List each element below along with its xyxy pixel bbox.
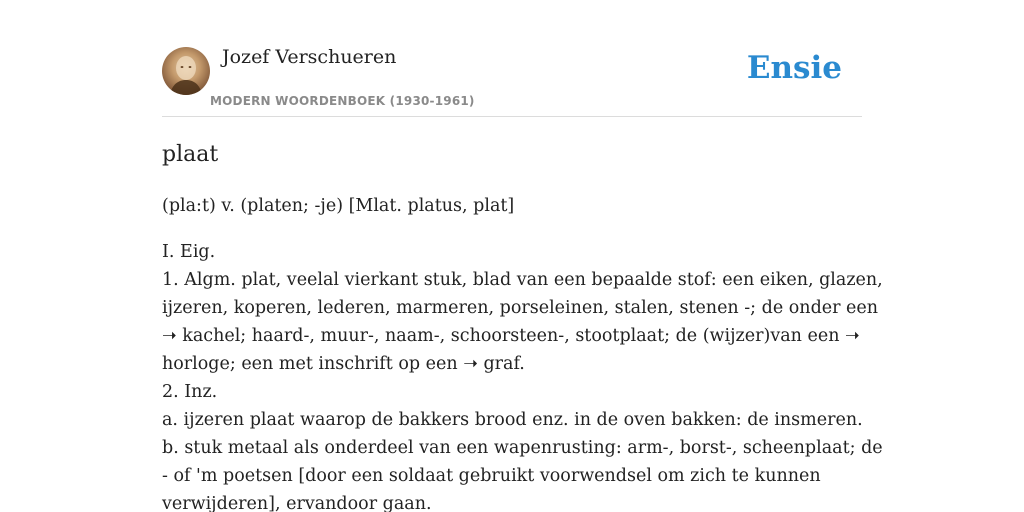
definition-line: b. stuk metaal als onderdeel van een wapenrusting: arm-, borst-, scheenplaat; de (162, 438, 883, 458)
definition-line: verwijderen], ervandoor gaan. (162, 494, 432, 512)
header (162, 44, 862, 117)
entry-title: plaat (162, 142, 219, 167)
definition-line: ijzeren, koperen, lederen, marmeren, porseleinen, stalen, stenen -; de onder een (162, 298, 879, 318)
definition-line: - of 'm poetsen [door een soldaat gebruikt voorwendsel om zich te kunnen (162, 466, 821, 486)
definition-line: ➝ kachel; haard-, muur-, naam-, schoorsteen-, stootplaat; de (wijzer)van een ➝ (162, 326, 860, 346)
entry-pronunciation: (pla:t) v. (platen; -je) [Mlat. platus, plat] (162, 196, 515, 216)
author-portrait-icon (162, 47, 210, 95)
definition-line: 2. Inz. (162, 382, 218, 402)
definition-line: 1. Algm. plat, veelal vierkant stuk, blad van een bepaalde stof: een eiken, glazen, (162, 270, 883, 290)
author-avatar[interactable] (162, 47, 210, 95)
entry-content (162, 138, 883, 512)
definition-line: a. ijzeren plaat waarop de bakkers brood enz. in de oven bakken: de insmeren. (162, 410, 863, 430)
dictionary-source: MODERN WOORDENBOEK (1930-1961) (210, 94, 475, 108)
entry-definition (162, 238, 883, 512)
definition-line: horloge; een met inschrift op een ➝ graf. (162, 354, 525, 374)
brand-logo[interactable]: Ensie (746, 50, 842, 86)
author-name[interactable]: Jozef Verschueren (222, 46, 397, 68)
definition-line: I. Eig. (162, 242, 216, 262)
